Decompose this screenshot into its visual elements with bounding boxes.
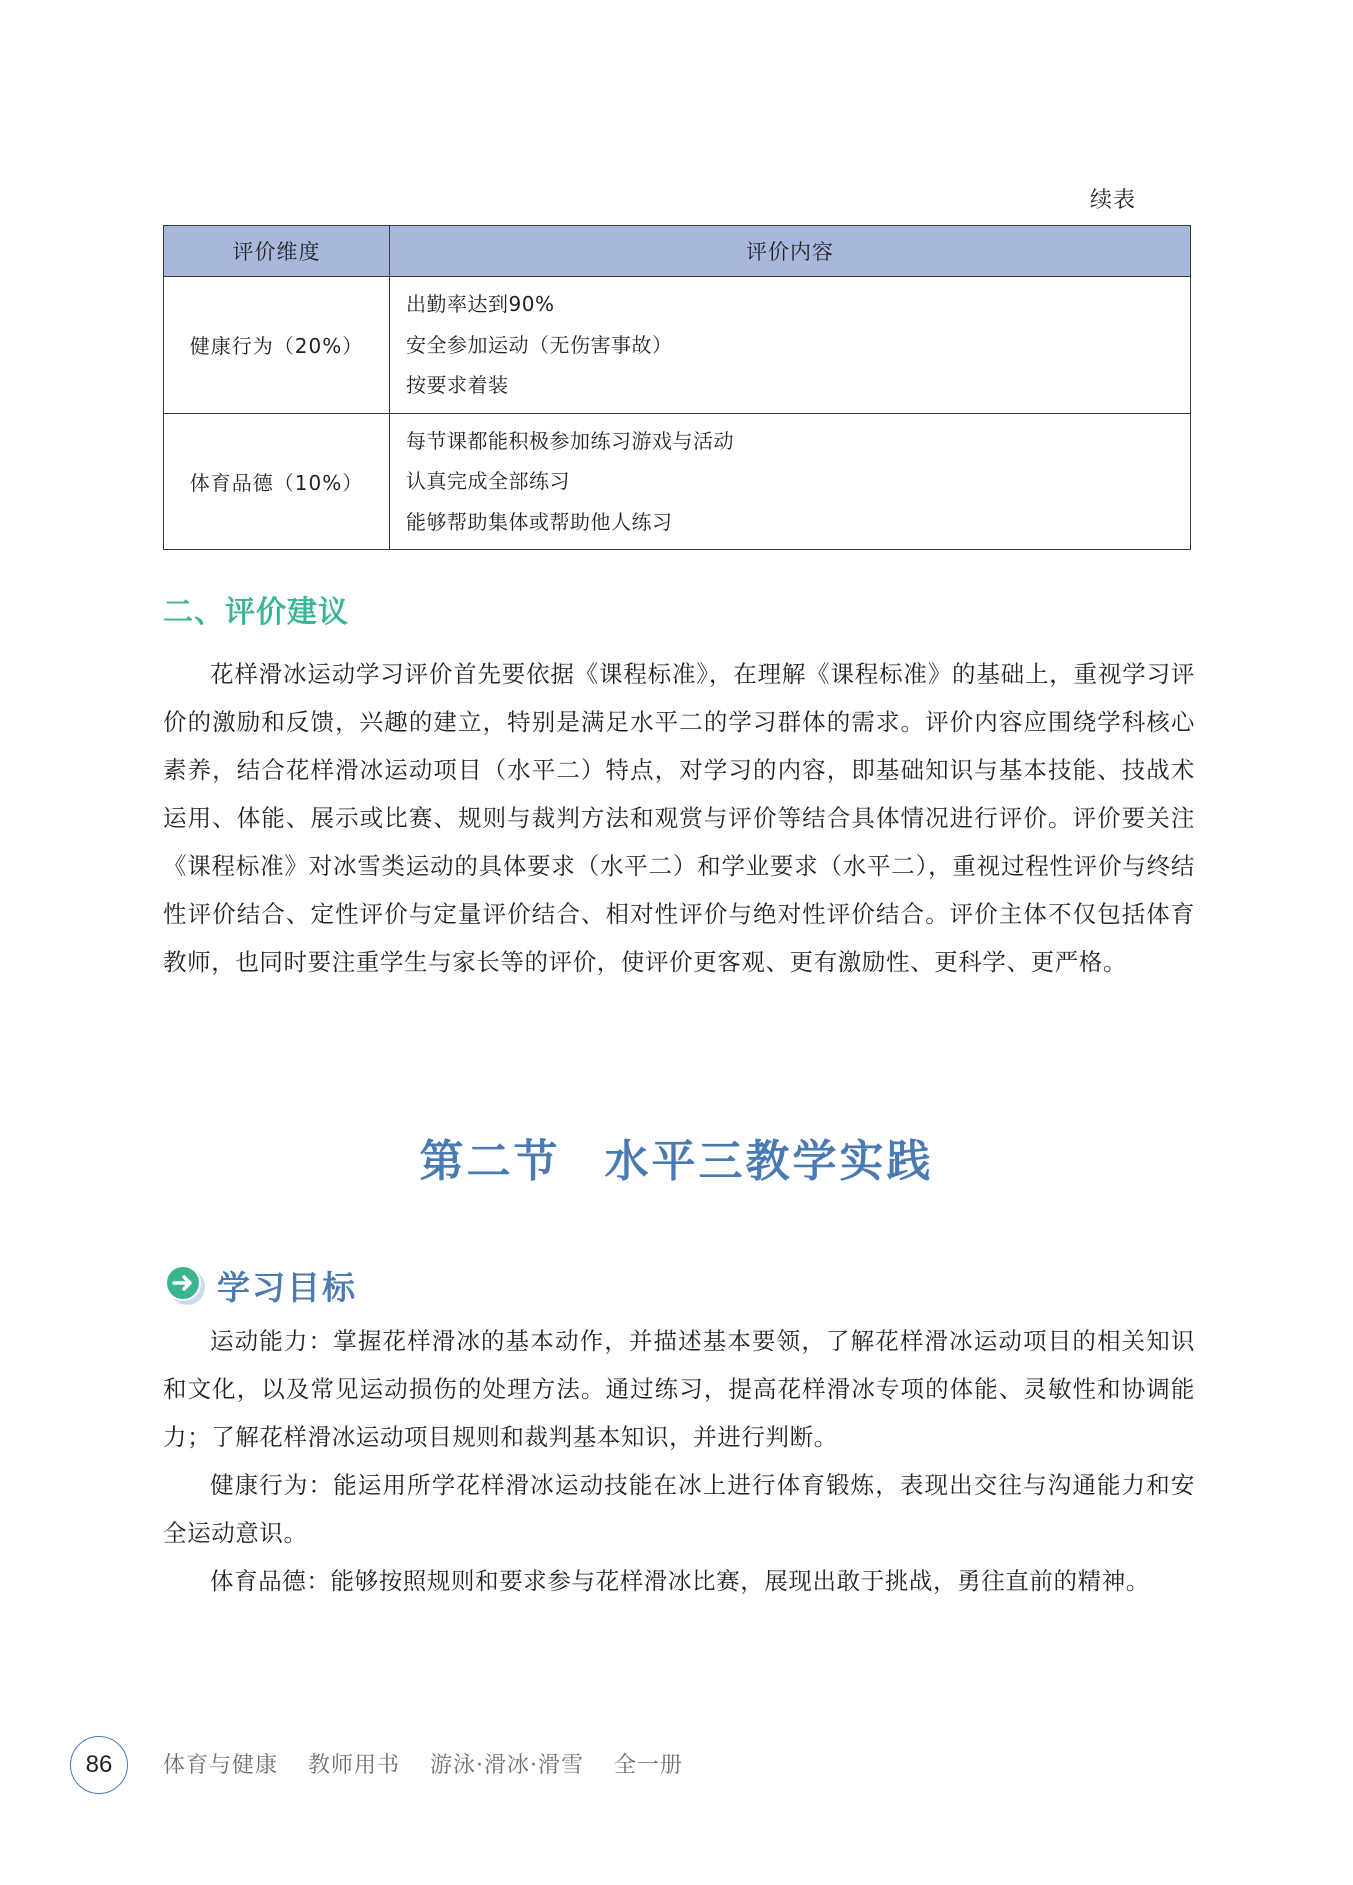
content-item: 认真完成全部练习	[406, 469, 570, 493]
evaluation-table	[163, 225, 1191, 550]
table-row	[164, 277, 1191, 414]
footer-book: 体育与健康	[163, 1753, 279, 1778]
page-number: 86	[70, 1736, 128, 1794]
content-item: 安全参加运动（无伤害事故）	[406, 332, 673, 357]
content-item: 能够帮助集体或帮助他人练习	[406, 509, 673, 534]
learning-goals-header	[163, 1261, 357, 1309]
table-row	[164, 413, 1191, 550]
goal-sports-ethics: 体育品德：能够按照规则和要求参与花样滑冰比赛，展现出敢于挑战，勇往直前的精神。	[210, 1567, 1150, 1595]
footer-volume: 全一册	[614, 1753, 684, 1778]
row-content	[390, 277, 1191, 414]
section-number: 第二节	[419, 1136, 561, 1187]
footer-topic: 游泳·滑冰·滑雪	[430, 1753, 585, 1778]
learning-goals-heading: 学习目标	[217, 1267, 357, 1307]
goal-motor-ability: 运动能力：掌握花样滑冰的基本动作，并描述基本要领，了解花样滑冰运动项目的相关知识和文化，以及常见运动损伤的处理方法。通过练习，提高花样滑冰专项的体能、灵敏性和协调能力；了解花样滑冰运动项目规则和裁判基本知识，并进行判断。	[163, 1327, 1195, 1451]
content-item: 出勤率达到90%	[406, 292, 555, 316]
row-dimension: 健康行为（20%）	[164, 277, 390, 414]
row-dimension: 体育品德（10%）	[164, 413, 390, 550]
header-dimension: 评价维度	[164, 226, 390, 277]
table-header-row	[164, 226, 1191, 277]
evaluation-advice-heading: 二、评价建议	[163, 595, 349, 630]
header-content: 评价内容	[390, 226, 1191, 277]
table-continued-label: 续表	[1090, 188, 1137, 213]
content-item: 按要求着装	[406, 373, 509, 397]
footer-edition: 教师用书	[308, 1753, 401, 1778]
row-content	[390, 413, 1191, 550]
arrow-circle-icon	[163, 1263, 207, 1307]
content-item: 每节课都能积极参加练习游戏与活动	[406, 428, 734, 453]
evaluation-advice-paragraph: 花样滑冰运动学习评价首先要依据《课程标准》，在理解《课程标准》的基础上，重视学习评价的激励和反馈，兴趣的建立，特别是满足水平二的学习群体的需求。评价内容应围绕学科核心素养，结合花样滑冰运动项目（水平二）特点，对学习的内容，即基础知识与基本技能、技战术运用、体能、展示或比赛、规则与裁判方法和观赏与评价等结合具体情况进行评价。评价要关注《课程标准》对冰雪类运动的具体要求（水平二）和学业要求（水平二），重视过程性评价与终结性评价结合、定性评价与定量评价结合、相对性评价与绝对性评价结合。评价主体不仅包括体育教师，也同时要注重学生与家长等的评价，使评价更客观、更有激励性、更科学、更严格。	[163, 660, 1195, 976]
goal-health-behavior: 健康行为：能运用所学花样滑冰运动技能在冰上进行体育锻炼，表现出交往与沟通能力和安全运动意识。	[163, 1471, 1195, 1547]
section-title	[0, 1125, 1353, 1189]
footer-book-info	[163, 1748, 705, 1779]
section-name: 水平三教学实践	[604, 1136, 934, 1187]
